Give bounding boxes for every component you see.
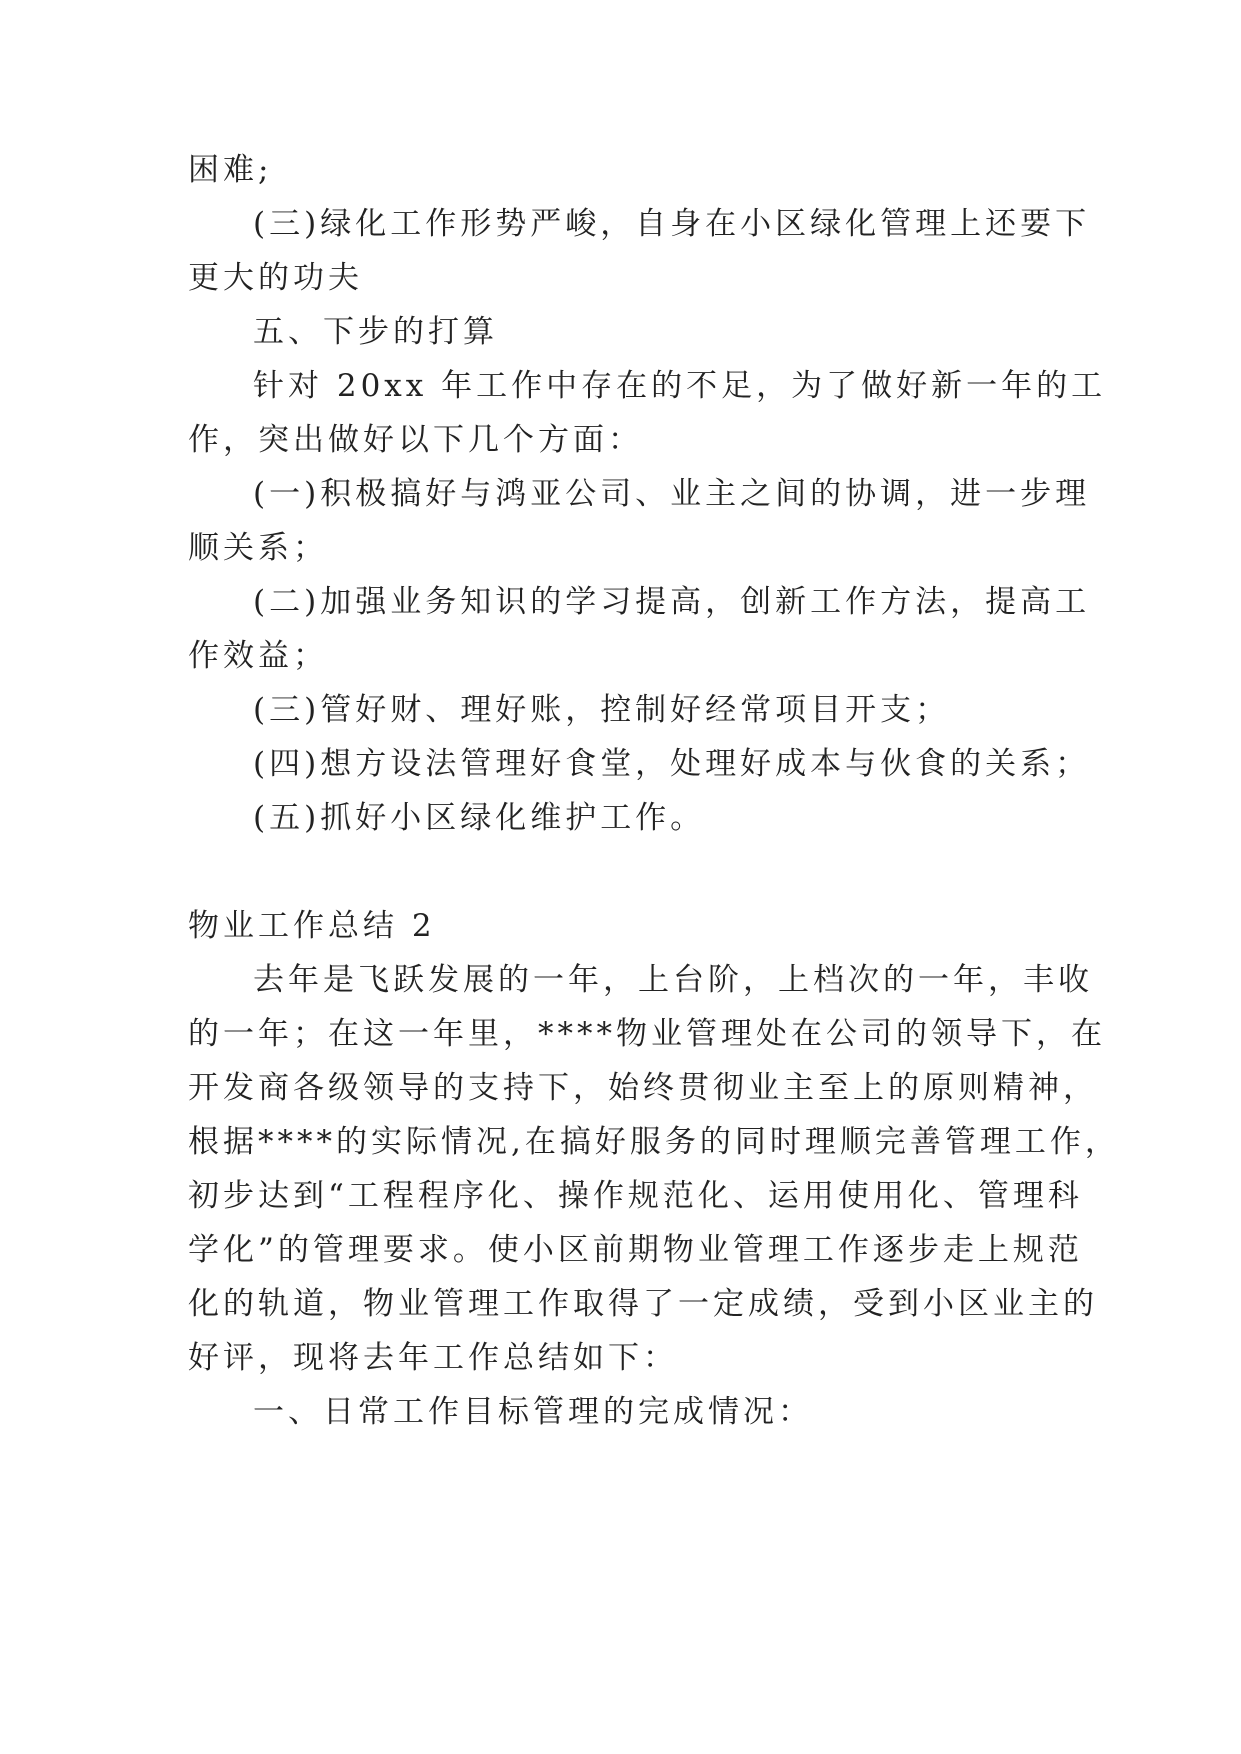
text-line: 的一年；在这一年里，****物业管理处在公司的领导下，在 xyxy=(188,1016,1106,1052)
text-line: 更大的功夫 xyxy=(188,260,363,296)
text-line: 顺关系； xyxy=(188,530,328,566)
document-heading: 物业工作总结 2 xyxy=(188,908,436,944)
section-heading: 五、下步的打算 xyxy=(253,314,498,350)
text-line: 开发商各级领导的支持下，始终贯彻业主至上的原则精神， xyxy=(188,1070,1098,1106)
text-line: 根据****的实际情况,在搞好服务的同时理顺完善管理工作， xyxy=(188,1124,1120,1160)
text-line: (四)想方设法管理好食堂，处理好成本与伙食的关系； xyxy=(253,746,1091,782)
text-line: (三)绿化工作形势严峻，自身在小区绿化管理上还要下 xyxy=(253,206,1091,242)
text-line: 化的轨道，物业管理工作取得了一定成绩，受到小区业主的 xyxy=(188,1286,1098,1322)
text-line: (二)加强业务知识的学习提高，创新工作方法，提高工 xyxy=(253,584,1091,620)
text-line: (五)抓好小区绿化维护工作。 xyxy=(253,800,706,836)
text-line: (一)积极搞好与鸿亚公司、业主之间的协调，进一步理 xyxy=(253,476,1091,512)
text-line: 作，突出做好以下几个方面： xyxy=(188,422,643,458)
section-heading: 一、日常工作目标管理的完成情况： xyxy=(253,1394,813,1430)
text-line: 困难; xyxy=(188,152,273,188)
text-line: 好评，现将去年工作总结如下： xyxy=(188,1340,678,1376)
text-line: (三)管好财、理好账，控制好经常项目开支； xyxy=(253,692,951,728)
text-line: 学化”的管理要求。使小区前期物业管理工作逐步走上规范 xyxy=(188,1232,1083,1268)
text-line: 初步达到“工程程序化、操作规范化、运用使用化、管理科 xyxy=(188,1178,1083,1214)
text-line: 去年是飞跃发展的一年，上台阶，上档次的一年，丰收 xyxy=(253,962,1093,998)
text-line: 作效益； xyxy=(188,638,328,674)
text-line: 针对 20xx 年工作中存在的不足，为了做好新一年的工 xyxy=(253,368,1107,404)
